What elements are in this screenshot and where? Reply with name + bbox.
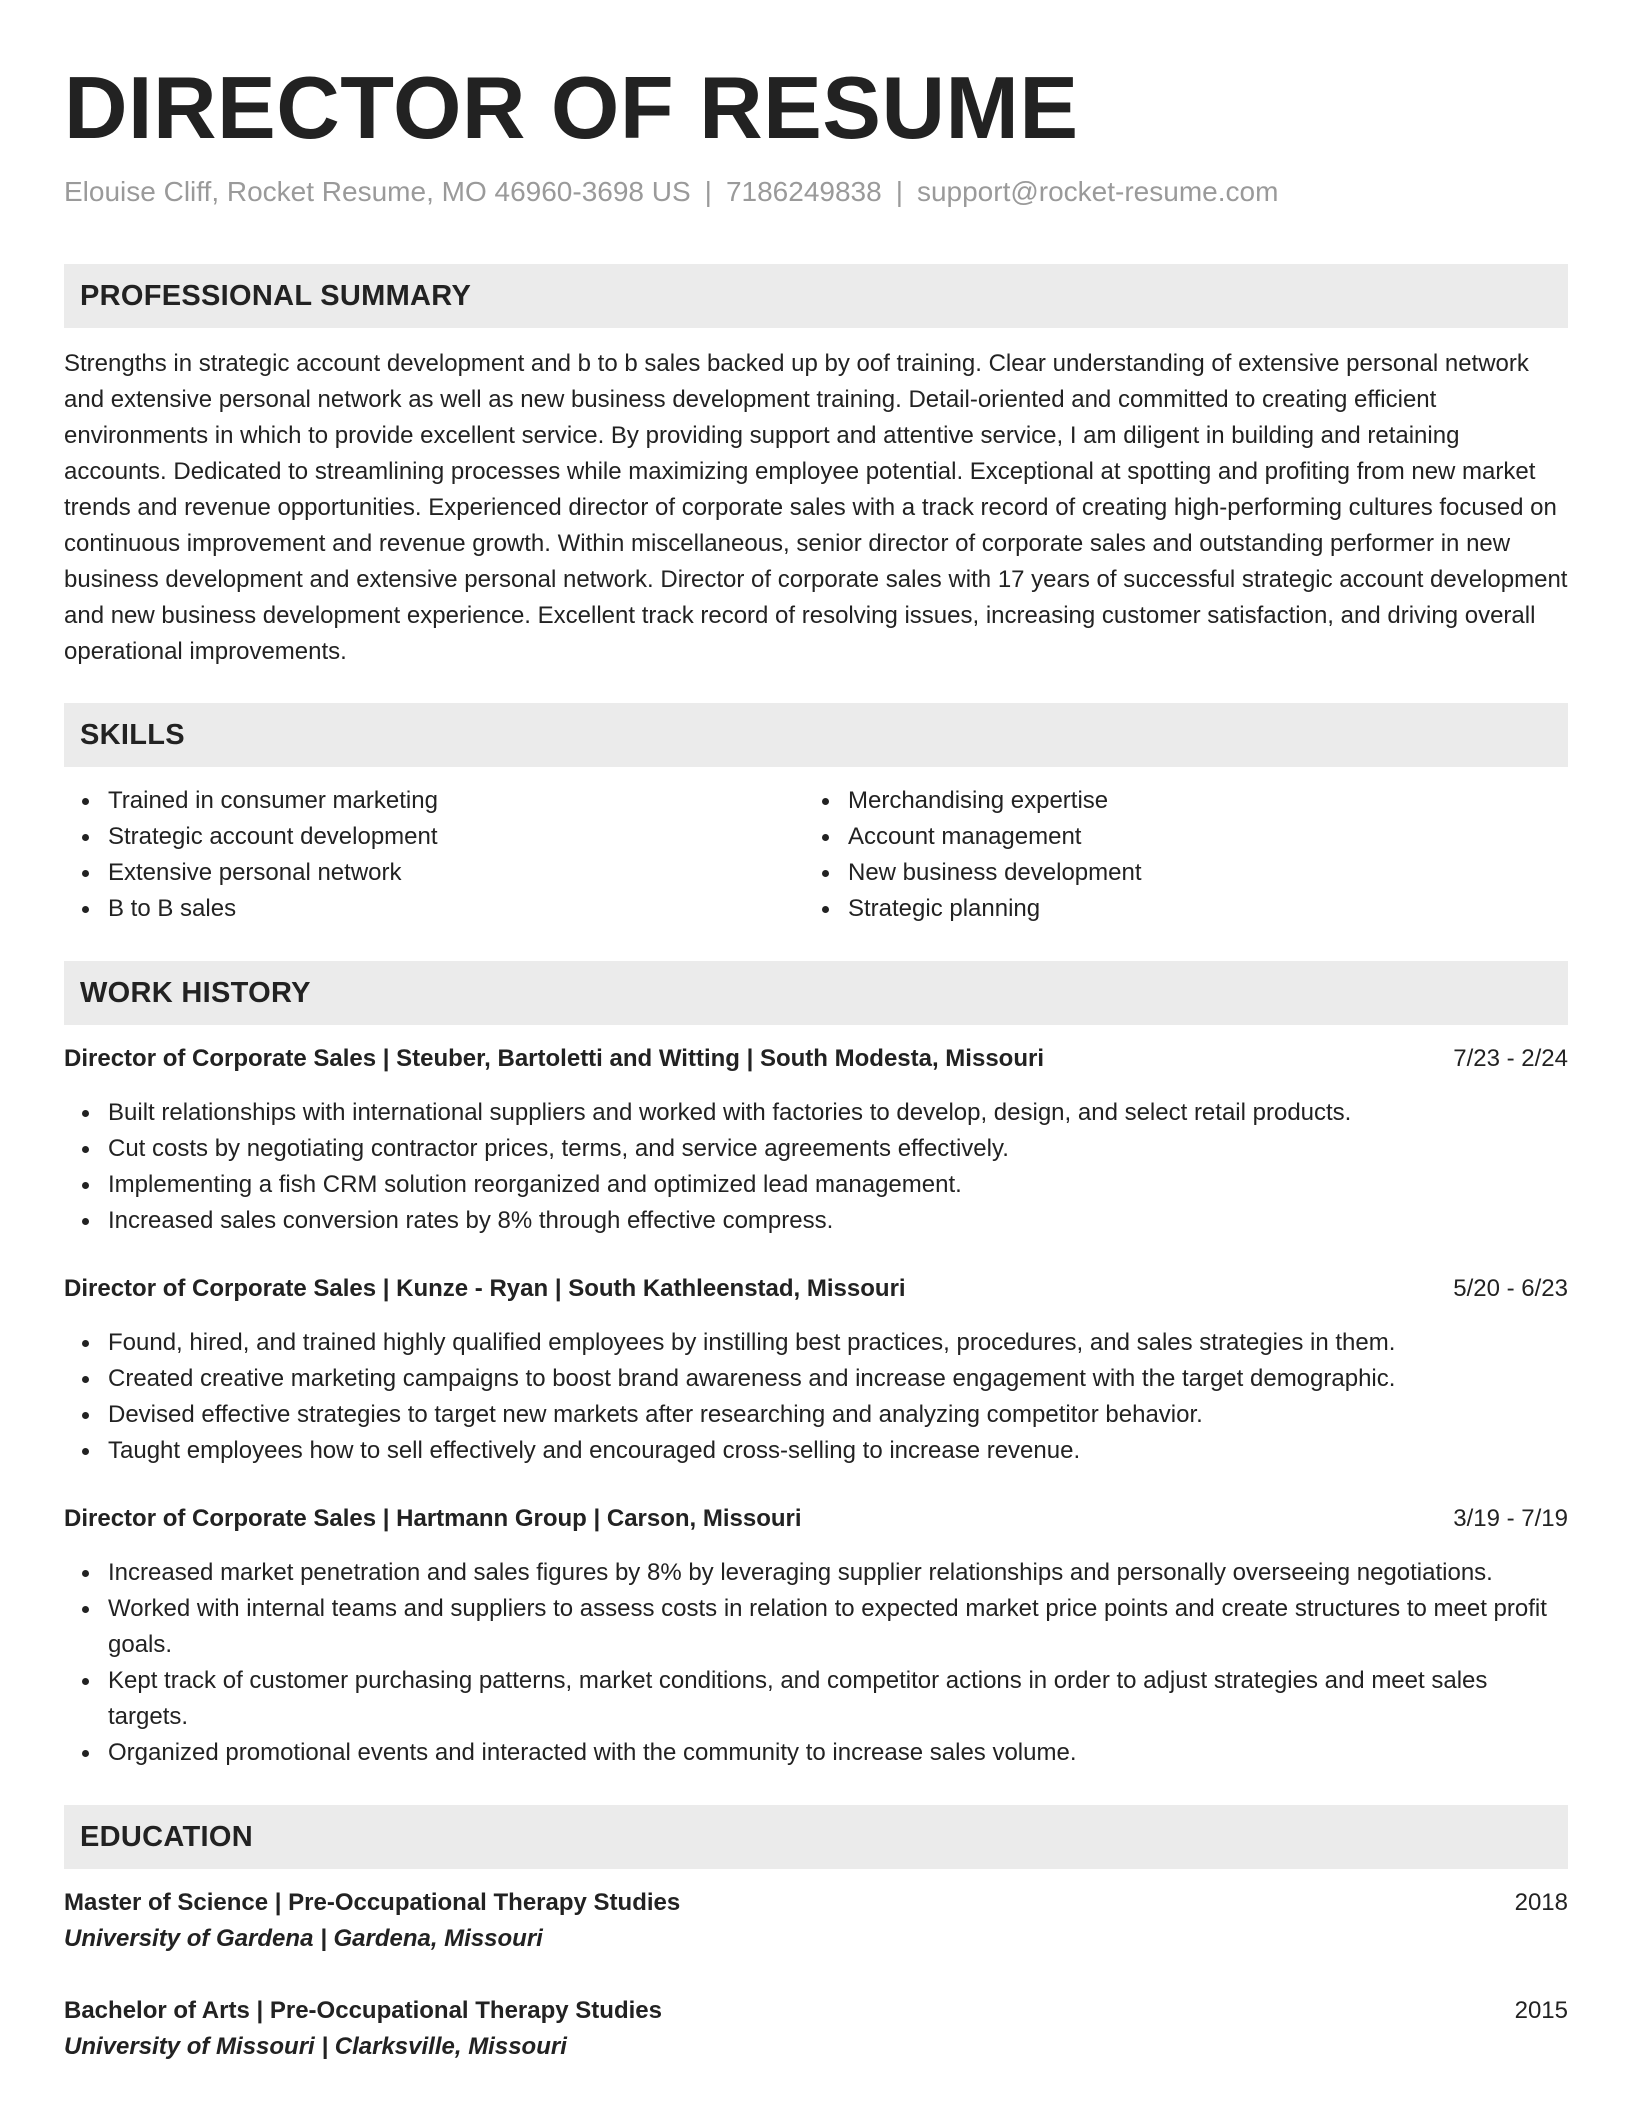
section-heading-skills: SKILLS <box>64 703 1568 767</box>
job-header <box>64 1041 1568 1077</box>
job-bullet: Worked with internal teams and suppliers to assess costs in relation to expected market price points and create structures to meet profit goals. <box>64 1591 1568 1663</box>
education-school: University of Gardena | Gardena, Missouri <box>64 1925 543 1952</box>
education-degree: Master of Science | Pre-Occupational Therapy Studies <box>64 1889 681 1916</box>
job-bullets <box>64 1555 1568 1771</box>
education-year: 2015 <box>1514 1997 1568 2024</box>
skill-item: Trained in consumer marketing <box>64 783 804 819</box>
skill-item: New business development <box>804 855 1544 891</box>
job-title: Director of Corporate Sales | Hartmann Group | Carson, Missouri <box>64 1505 802 1532</box>
job-bullet: Found, hired, and trained highly qualified employees by instilling best practices, procedures, and sales strategies in them. <box>64 1325 1568 1361</box>
skills-column-left <box>64 783 804 927</box>
skill-item: Strategic planning <box>804 891 1544 927</box>
skill-item: Extensive personal network <box>64 855 804 891</box>
job-title: Director of Corporate Sales | Steuber, Bartoletti and Witting | South Modesta, Missouri <box>64 1045 1044 1072</box>
skills-list <box>64 783 1568 927</box>
section-heading-summary: PROFESSIONAL SUMMARY <box>64 264 1568 328</box>
job-bullet: Increased sales conversion rates by 8% through effective compress. <box>64 1203 1568 1239</box>
contact-email[interactable]: support@rocket-resume.com <box>916 176 1279 207</box>
job-bullets <box>64 1095 1568 1239</box>
education-entry <box>64 1885 1568 1957</box>
job-bullets <box>64 1325 1568 1469</box>
skills-column-right <box>804 783 1544 927</box>
job-bullet: Created creative marketing campaigns to boost brand awareness and increase engagement with the target demographic. <box>64 1361 1568 1397</box>
job-bullet: Devised effective strategies to target new markets after researching and analyzing competitor behavior. <box>64 1397 1568 1433</box>
job-dates: 3/19 - 7/19 <box>1453 1505 1568 1532</box>
skill-item: Strategic account development <box>64 819 804 855</box>
job-bullet: Taught employees how to sell effectively and encouraged cross-selling to increase revenue. <box>64 1433 1568 1469</box>
job-entry <box>64 1501 1568 1771</box>
job-bullet: Cut costs by negotiating contractor prices, terms, and service agreements effectively. <box>64 1131 1568 1167</box>
skill-item: Merchandising expertise <box>804 783 1544 819</box>
section-heading-work-history: WORK HISTORY <box>64 961 1568 1025</box>
job-bullet: Kept track of customer purchasing patterns, market conditions, and competitor actions in order to adjust strategies and meet sales targets. <box>64 1663 1568 1735</box>
contact-address: Elouise Cliff, Rocket Resume, MO 46960-3698 US <box>64 176 691 207</box>
job-entry <box>64 1271 1568 1469</box>
summary-text: Strengths in strategic account development and b to b sales backed up by oof training. Clear understanding of extensive personal network and extensive personal network as well as new business development training. Detail-oriented and committed to creating efficient environments in which to provide excellent service. By providing support and attentive service, I am diligent in building and retaining accounts. Dedicated to streamlining processes while maximizing employee potential. Exceptional at spotting and profiting from new market trends and revenue opportunities. Experienced director of corporate sales with a track record of creating high-performing cultures focused on continuous improvement and revenue growth. Within miscellaneous, senior director of corporate sales and outstanding performer in new business development and extensive personal network. Director of corporate sales with 17 years of successful strategic account development and new business development experience. Excellent track record of resolving issues, increasing customer satisfaction, and driving overall operational improvements. <box>64 350 1568 665</box>
job-dates: 7/23 - 2/24 <box>1453 1045 1568 1072</box>
job-bullet: Increased market penetration and sales figures by 8% by leveraging supplier relationships and personally overseeing negotiations. <box>64 1555 1568 1591</box>
job-bullet: Organized promotional events and interacted with the community to increase sales volume. <box>64 1735 1568 1771</box>
job-dates: 5/20 - 6/23 <box>1453 1275 1568 1302</box>
section-heading-education: EDUCATION <box>64 1805 1568 1869</box>
resume-title: DIRECTOR OF RESUME <box>64 58 1079 157</box>
education-entry <box>64 1993 1568 2065</box>
contact-separator: | <box>704 176 712 207</box>
job-bullet: Implementing a fish CRM solution reorganized and optimized lead management. <box>64 1167 1568 1203</box>
education-header <box>64 1993 1568 2029</box>
job-entry <box>64 1041 1568 1239</box>
job-bullet: Built relationships with international suppliers and worked with factories to develop, design, and select retail products. <box>64 1095 1568 1131</box>
education-year: 2018 <box>1514 1889 1568 1916</box>
contact-phone[interactable]: 7186249838 <box>725 176 882 207</box>
contact-line <box>64 174 1568 210</box>
skill-item: B to B sales <box>64 891 804 927</box>
job-title: Director of Corporate Sales | Kunze - Ryan | South Kathleenstad, Missouri <box>64 1275 906 1302</box>
job-header <box>64 1501 1568 1537</box>
education-degree: Bachelor of Arts | Pre-Occupational Therapy Studies <box>64 1997 662 2024</box>
education-school: University of Missouri | Clarksville, Missouri <box>64 2033 567 2060</box>
contact-separator: | <box>895 176 903 207</box>
education-header <box>64 1885 1568 1921</box>
skill-item: Account management <box>804 819 1544 855</box>
job-header <box>64 1271 1568 1307</box>
